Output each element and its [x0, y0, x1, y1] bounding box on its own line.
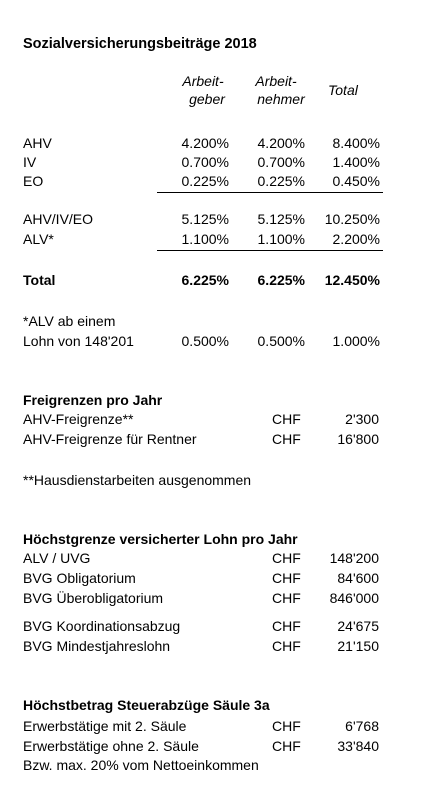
saeule3a-mit-value: 6'768: [345, 718, 379, 734]
row-ahv-iv-eo-label: AHV/IV/EO: [23, 211, 94, 227]
saeule3a-note: Bzw. max. 20% vom Nettoeinkommen: [23, 757, 259, 773]
row-alv-label: ALV*: [23, 231, 54, 247]
alv-note-total: 1.000%: [332, 333, 380, 349]
row-iv-label: IV: [23, 154, 37, 170]
hoechstgrenze-bvg-mindest-label: BVG Mindestjahreslohn: [23, 638, 171, 654]
row-ahv-label: AHV: [23, 135, 52, 151]
freigrenzen-heading: Freigrenzen pro Jahr: [23, 392, 163, 408]
hoechstgrenze-alv-currency: CHF: [272, 550, 301, 566]
row-total-label: Total: [23, 272, 56, 288]
hoechstgrenze-bvg-mindest-currency: CHF: [272, 638, 301, 654]
freigrenze-ahv-label: AHV-Freigrenze**: [23, 411, 134, 427]
hoechstgrenze-bvg-obl-label: BVG Obligatorium: [23, 570, 136, 586]
saeule3a-ohne-value: 33'840: [337, 738, 379, 754]
freigrenze-rentner-currency: CHF: [272, 431, 301, 447]
total-rule: [157, 250, 383, 251]
row-iv-an: 0.700%: [257, 154, 305, 170]
hoechstgrenze-bvg-obl-value: 84'600: [337, 570, 379, 586]
row-ahv-an: 4.200%: [257, 135, 305, 151]
hoechstgrenze-bvg-mindest-value: 21'150: [337, 638, 379, 654]
hoechstgrenze-alv-label: ALV / UVG: [23, 550, 91, 566]
hoechstgrenze-alv-value: 148'200: [329, 550, 379, 566]
alv-note-line2: Lohn von 148'201: [23, 333, 134, 349]
hoechstgrenze-bvg-ueber-label: BVG Überobligatorium: [23, 590, 164, 606]
freigrenze-ahv-value: 2'300: [345, 411, 379, 427]
hoechstgrenze-bvg-obl-currency: CHF: [272, 570, 301, 586]
row-ahv-iv-eo-total: 10.250%: [324, 211, 380, 227]
header-arbeitgeber-line1: Arbeit-: [182, 73, 224, 89]
row-total-ag: 6.225%: [181, 272, 229, 288]
header-arbeitnehmer: [244, 72, 308, 108]
hoechstgrenze-bvg-koord-currency: CHF: [272, 618, 301, 634]
row-ahv-iv-eo-ag: 5.125%: [181, 211, 229, 227]
row-eo-label: EO: [23, 173, 44, 189]
alv-note-line1: *ALV ab einem: [23, 313, 116, 329]
saeule3a-mit-currency: CHF: [272, 718, 301, 734]
header-arbeitgeber-line2: geber: [189, 91, 225, 107]
row-ahv-total: 8.400%: [332, 135, 380, 151]
saeule3a-ohne-currency: CHF: [272, 738, 301, 754]
header-arbeitgeber: [168, 72, 232, 108]
freigrenze-ahv-currency: CHF: [272, 411, 301, 427]
row-iv-total: 1.400%: [332, 154, 380, 170]
row-eo-ag: 0.225%: [181, 173, 229, 189]
row-alv-total: 2.200%: [332, 231, 380, 247]
header-arbeitnehmer-line1: Arbeit-: [255, 73, 297, 89]
hoechstgrenze-bvg-koord-label: BVG Koordinationsabzug: [23, 618, 181, 634]
saeule3a-ohne-label: Erwerbstätige ohne 2. Säule: [23, 738, 199, 754]
alv-note-ag: 0.500%: [181, 333, 229, 349]
hoechstgrenze-bvg-koord-value: 24'675: [337, 618, 379, 634]
hoechstgrenze-bvg-ueber-currency: CHF: [272, 590, 301, 606]
header-arbeitnehmer-line2: nehmer: [257, 91, 305, 107]
header-total: Total: [328, 82, 358, 98]
saeule3a-mit-label: Erwerbstätige mit 2. Säule: [23, 718, 187, 734]
hoechstgrenze-heading: Höchstgrenze versicherter Lohn pro Jahr: [23, 531, 298, 547]
freigrenze-rentner-label: AHV-Freigrenze für Rentner: [23, 431, 197, 447]
row-ahv-ag: 4.200%: [181, 135, 229, 151]
row-ahv-iv-eo-an: 5.125%: [257, 211, 305, 227]
freigrenze-rentner-value: 16'800: [337, 431, 379, 447]
row-alv-ag: 1.100%: [181, 231, 229, 247]
freigrenzen-footnote: **Hausdienstarbeiten ausgenommen: [23, 472, 252, 488]
row-iv-ag: 0.700%: [181, 154, 229, 170]
hoechstgrenze-bvg-ueber-value: 846'000: [329, 590, 379, 606]
row-total-total: 12.450%: [324, 272, 380, 288]
row-total-an: 6.225%: [257, 272, 305, 288]
saeule3a-heading: Höchstbetrag Steuerabzüge Säule 3a: [23, 697, 270, 713]
alv-note-an: 0.500%: [257, 333, 305, 349]
page-title: Sozialversicherungsbeiträge 2018: [23, 36, 257, 52]
sum-rule: [157, 192, 383, 193]
row-eo-total: 0.450%: [332, 173, 380, 189]
row-alv-an: 1.100%: [257, 231, 305, 247]
row-eo-an: 0.225%: [257, 173, 305, 189]
